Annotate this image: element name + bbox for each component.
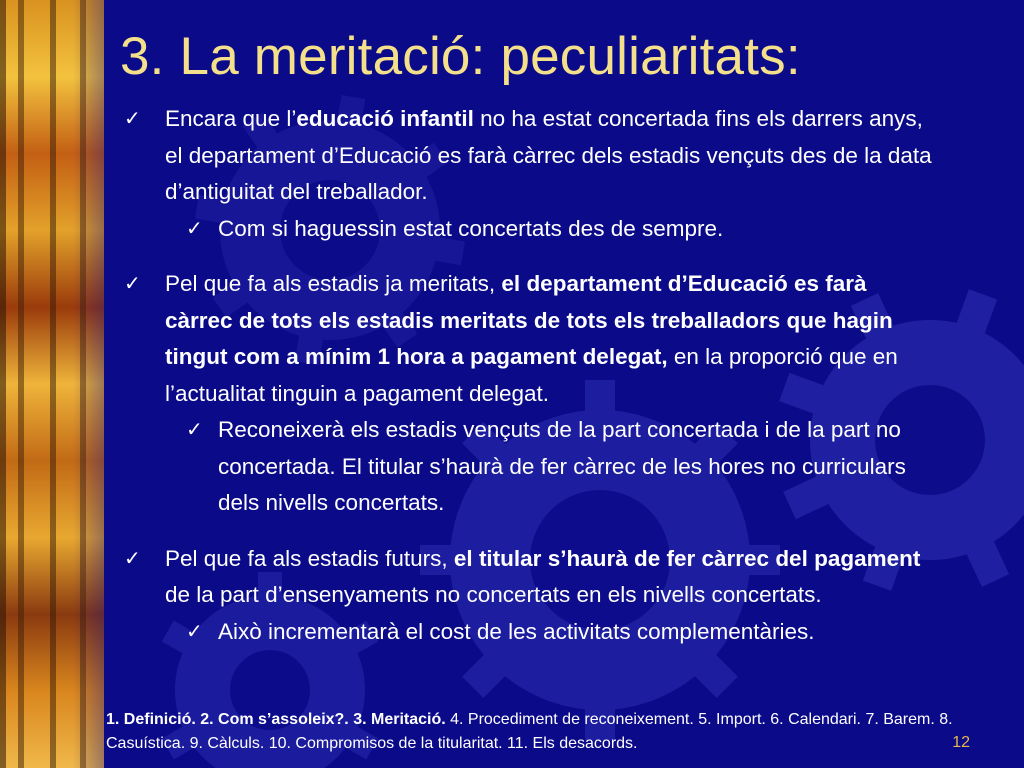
- bullet-list: [120, 101, 940, 669]
- bullet-bold-text: el titular s’haurà de fer càrrec del pagament: [453, 545, 921, 571]
- bullet-item: [120, 266, 940, 522]
- check-icon: ✓: [186, 419, 203, 441]
- sub-bullet-text: Això incrementarà el cost de les activitats complementàries.: [218, 618, 815, 644]
- check-icon: ✓: [186, 620, 203, 643]
- bullet-text: en la proporció que en l’actualitat tinguin a pagament delegat.: [165, 344, 898, 406]
- sub-bullet-text: Com si haguessin estat concertats des de sempre.: [218, 215, 724, 241]
- sub-bullet-item: [120, 412, 940, 522]
- check-icon: ✓: [186, 217, 203, 240]
- footer-navigation: [106, 708, 986, 756]
- check-icon: ✓: [124, 273, 141, 295]
- bullet-text: de la part d’ensenyaments no concertats en els nivells concertats.: [165, 582, 822, 607]
- bullet-text: Pel que fa als estadis ja meritats,: [165, 271, 502, 296]
- page-number: 12: [952, 734, 970, 751]
- slide-title: 3. La meritació: peculiaritats:: [120, 27, 801, 86]
- decorative-side-image: [0, 0, 104, 768]
- bullet-item: [120, 541, 940, 651]
- bullet-bold-text: el departament d’Educació es farà càrrec de tots els estadis meritats de tots els treballadors que hagin tingut com a mínim 1 hora a pagament delegat,: [165, 271, 893, 369]
- bullet-text: no ha estat concertada fins els darrers anys, el departament d’Educació es farà càrrec dels estadis vençuts des de la data d’antiguitat del treballador.: [165, 106, 932, 204]
- bullet-text: Encara que l’: [165, 106, 297, 131]
- bullet-bold-text: educació infantil: [296, 106, 474, 131]
- bullet-item: [120, 101, 940, 247]
- footer-bold-sections: 1. Definició. 2. Com s’assoleix?. 3. Meritació.: [106, 711, 446, 728]
- footer-sections: 4. Procediment de reconeixement. 5. Import. 6. Calendari. 7. Barem. 8. Casuística. 9. Càlculs. 10. Compromisos de la titularitat. 11. Els desacords.: [106, 711, 953, 752]
- sub-bullet-item: [120, 211, 940, 248]
- sub-bullet-text: Reconeixerà els estadis vençuts de la part concertada i de la part no concertada. El titular s’haurà de fer càrrec de les hores no curriculars dels nivells concertats.: [218, 417, 906, 515]
- check-icon: ✓: [124, 108, 141, 130]
- check-icon: ✓: [124, 547, 141, 570]
- bullet-text: Pel que fa als estadis futurs,: [165, 545, 454, 571]
- sub-bullet-item: [120, 614, 940, 651]
